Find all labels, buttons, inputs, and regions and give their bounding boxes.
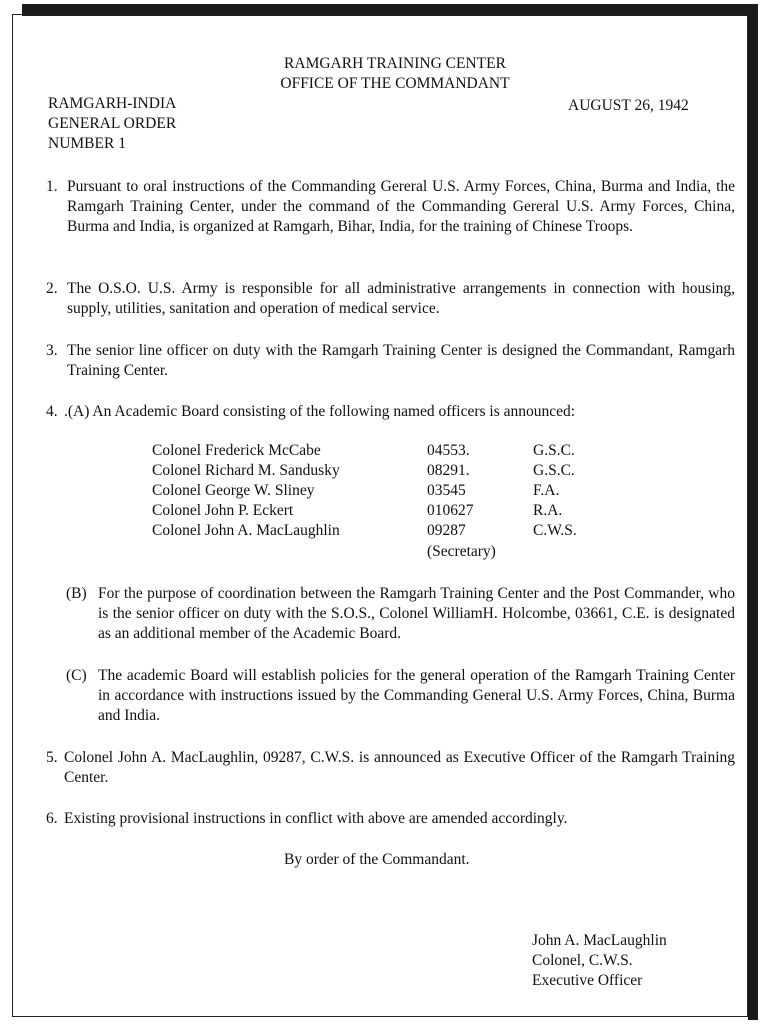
member-number: 08291. bbox=[427, 462, 470, 479]
signature-title: Executive Officer bbox=[532, 972, 643, 989]
member-name: Colonel George W. Sliney bbox=[152, 482, 315, 499]
item-5-text: Colonel John A. MacLaughlin, 09287, C.W.S. is announced as Executive Officer of the Ramgarh Training Center. bbox=[64, 749, 735, 786]
board-member-row bbox=[152, 461, 612, 481]
member-number: 010627 bbox=[427, 502, 474, 519]
header-location: RAMGARH-INDIA bbox=[48, 95, 177, 112]
board-member-row bbox=[152, 441, 612, 461]
header-subtitle: OFFICE OF THE COMMANDANT bbox=[280, 75, 510, 92]
member-number: 09287 bbox=[427, 522, 466, 539]
board-member-row bbox=[152, 501, 612, 521]
item-4-text: .(A) An Academic Board consisting of the following named officers is announced: bbox=[64, 403, 576, 420]
member-name: Colonel Frederick McCabe bbox=[152, 442, 321, 459]
member-name: Colonel John P. Eckert bbox=[152, 502, 294, 519]
member-number: 04553. bbox=[427, 442, 470, 459]
scan-border-right bbox=[748, 4, 758, 1020]
item-3-number: 3. bbox=[46, 342, 58, 359]
sub-item-c-label: (C) bbox=[66, 667, 87, 684]
item-2-text: The O.S.O. U.S. Army is responsible for all administrative arrangements in connection with housing, supply, utilities, sanitation and operation of medical service. bbox=[67, 280, 735, 317]
header-title: RAMGARH TRAINING CENTER bbox=[284, 55, 506, 72]
member-number: 03545 bbox=[427, 482, 466, 499]
item-5-number: 5. bbox=[46, 749, 58, 766]
sub-item-c-text: The academic Board will establish policies for the general operation of the Ramgarh Training Center in accordance with instructions issued by the Commanding General U.S. Army Forces, China, Burma and India. bbox=[98, 667, 735, 724]
member-corps: R.A. bbox=[533, 502, 563, 519]
secretary-note: (Secretary) bbox=[427, 543, 496, 560]
header-order-type: GENERAL ORDER bbox=[48, 115, 177, 132]
member-corps: G.S.C. bbox=[533, 462, 575, 479]
closing-line: By order of the Commandant. bbox=[284, 851, 470, 868]
member-name: Colonel Richard M. Sandusky bbox=[152, 462, 340, 479]
header-order-number: NUMBER 1 bbox=[48, 135, 126, 152]
item-2-number: 2. bbox=[46, 280, 58, 297]
sub-item-b-label: (B) bbox=[66, 585, 87, 602]
board-member-row bbox=[152, 521, 612, 541]
member-name: Colonel John A. MacLaughlin bbox=[152, 522, 340, 539]
board-member-row bbox=[152, 481, 612, 501]
signature-name: John A. MacLaughlin bbox=[532, 932, 667, 949]
item-6-text: Existing provisional instructions in conflict with above are amended accordingly. bbox=[64, 810, 568, 827]
member-corps: F.A. bbox=[533, 482, 560, 499]
member-corps: G.S.C. bbox=[533, 442, 575, 459]
item-6-number: 6. bbox=[46, 810, 58, 827]
sub-item-b-text: For the purpose of coordination between the Ramgarh Training Center and the Post Commander, who is the senior officer on duty with the S.O.S., Colonel WilliamH. Holcombe, 03661, C.E. is designated as an additional member of the Academic Board. bbox=[98, 585, 735, 642]
item-3-text: The senior line officer on duty with the Ramgarh Training Center is designed the Commandant, Ramgarh Training Center. bbox=[67, 342, 735, 379]
signature-rank: Colonel, C.W.S. bbox=[532, 952, 633, 969]
order-date: AUGUST 26, 1942 bbox=[568, 97, 689, 114]
item-4-number: 4. bbox=[46, 403, 58, 420]
item-1-number: 1. bbox=[46, 178, 58, 195]
item-1-text: Pursuant to oral instructions of the Commanding Gereral U.S. Army Forces, China, Burma and India, the Ramgarh Training Center, under the command of the Commanding Gereral U.S. Army Forces, China, Burma and India, is organized at Ramgarh, Bihar, India, for the training of Chinese Troops. bbox=[67, 178, 735, 235]
member-corps: C.W.S. bbox=[533, 522, 577, 539]
